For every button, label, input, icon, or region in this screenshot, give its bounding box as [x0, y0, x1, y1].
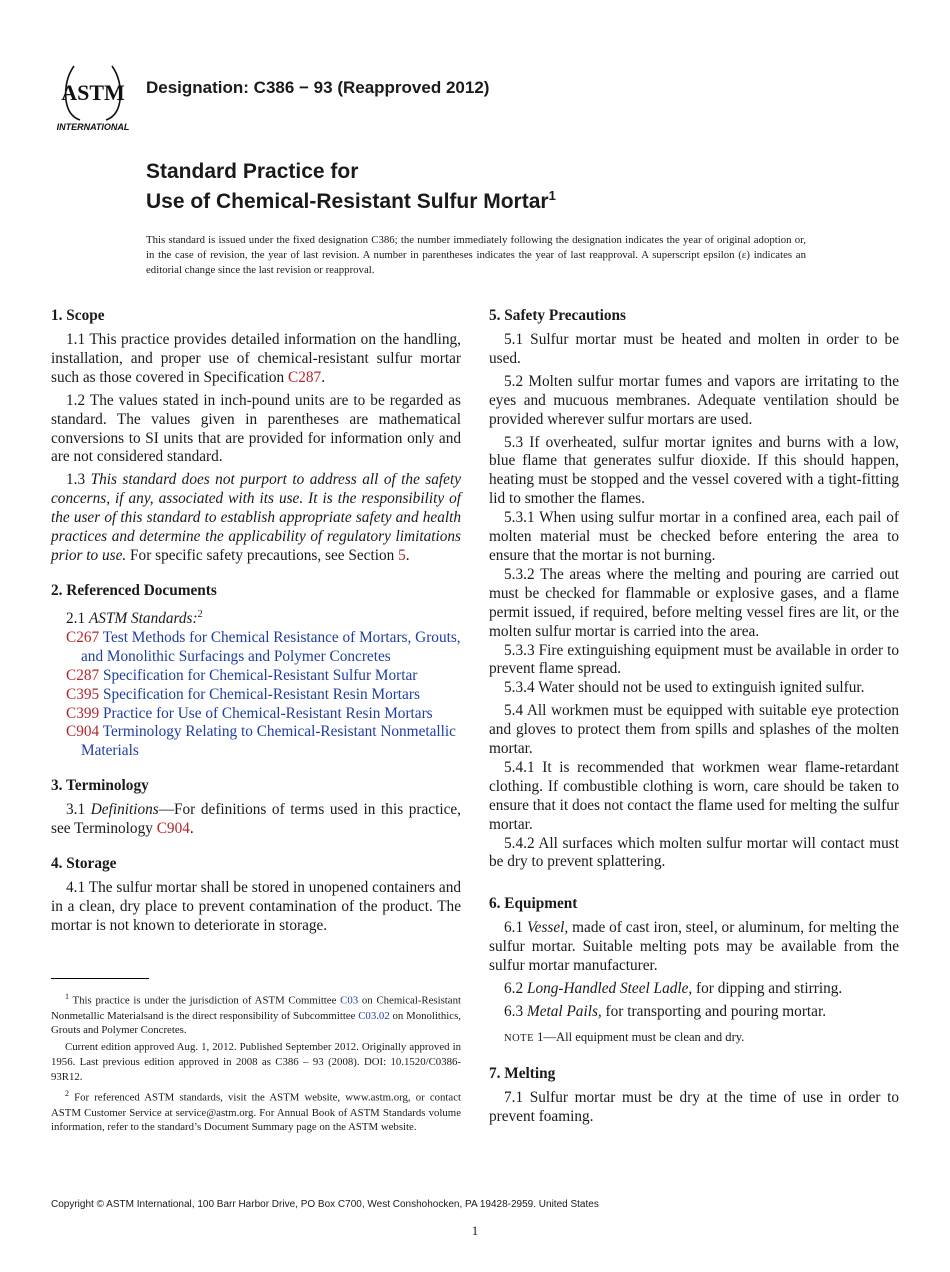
section-melting — [489, 1064, 899, 1127]
reference-item[interactable]: C287 Specification for Chemical-Resistant Sulfur Mortar — [66, 666, 418, 684]
copyright-notice: Copyright © ASTM International, 100 Barr Harbor Drive, PO Box C700, West Conshohocken, PA 19428-2959. United States — [51, 1199, 599, 1210]
paragraph-5-3-2: 5.3.2 The areas where the melting and pouring are carried out must be checked for flammable or explosive gases, and a flame permit issued, if required, before melting vessel fires are lit, or the molten sulfur mortar is carried into the area. — [489, 565, 899, 640]
paragraph-5-3-3: 5.3.3 Fire extinguishing equipment must be available in order to prevent flame spread. — [489, 641, 899, 678]
paragraph-1-1: 1.1 This practice provides detailed information on the handling, installation, and proper use of chemical-resistant sulfur mortar such as those covered in Specification C287. — [51, 331, 461, 386]
paragraph-7-1: 7.1 Sulfur mortar must be dry at the time of use in order to prevent foaming. — [489, 1088, 899, 1125]
document-title — [146, 160, 556, 214]
paragraph-2-1: 2.1 ASTM Standards:$^2$ — [66, 608, 203, 627]
reference-item[interactable]: C399 Practice for Use of Chemical-Resistant Resin Mortars — [66, 704, 433, 722]
paragraph-5-2: 5.2 Molten sulfur mortar fumes and vapors are irritating to the eyes and mucuous membranes. Adequate ventilation should be provided wherever sulfur mortars are used. — [489, 372, 899, 428]
section-heading: 1. Scope — [51, 307, 105, 324]
section-heading: 6. Equipment — [489, 895, 578, 913]
reference-item[interactable]: C904 Terminology Relating to Chemical-Resistant Nonmetallic Materials — [66, 723, 456, 760]
logo-subtext: INTERNATIONAL — [56, 122, 130, 132]
section-referenced-documents — [51, 581, 461, 761]
designation: Designation: C386 − 93 (Reapproved 2012) — [146, 78, 490, 97]
paragraph-6-3: 6.3 Metal Pails, for transporting and pouring mortar. — [504, 1003, 827, 1020]
ref-link-c904[interactable]: C904 — [156, 820, 190, 838]
paragraph-5-4: 5.4 All workmen must be equipped with suitable eye protection and gloves to protect them from spills and splashes of the molten mortar. — [489, 702, 899, 758]
section-equipment — [489, 894, 899, 1048]
reference-list — [51, 629, 461, 761]
logo-text: ASTM — [61, 80, 125, 105]
link-c03-02[interactable]: C03.02 — [358, 1009, 390, 1022]
paragraph-5-3-4: 5.3.4 Water should not be used to extinguish ignited sulfur. — [504, 679, 865, 697]
section-safety — [489, 306, 899, 872]
paragraph-5-1: 5.1 Sulfur mortar must be heated and molten in order to be used. — [489, 331, 899, 367]
left-column — [51, 306, 461, 951]
paragraph-1-2: 1.2 The values stated in inch-pound units are to be regarded as standard. The values given in parentheses are mathematical conversions to SI units that are provided for information only and are not considered standard. — [51, 391, 461, 466]
section-heading: 4. Storage — [51, 855, 117, 873]
paragraph-4-1: 4.1 The sulfur mortar shall be stored in unopened containers and in a clean, dry place to prevent contamination of the product. The mortar is not known to deteriorate in storage. — [51, 879, 461, 934]
issuance-note: This standard is issued under the fixed designation C386; the number immediately following the designation indicates the year of original adoption or, in the case of revision, the year of last revision. A number in parentheses indicates the year of last reapproval. A superscript epsilon (ε) indicates an editorial change since the last revision or reapproval. — [146, 234, 806, 276]
title-line-2: Use of Chemical-Resistant Sulfur Mortar — [146, 190, 549, 213]
section-heading: 3. Terminology — [51, 777, 149, 795]
right-column — [489, 306, 899, 1142]
paragraph-5-4-1: 5.4.1 It is recommended that workmen wear flame-retardant clothing. If combustible clothing is worn, care should be taken to ensure that it does not contact the flame used for melting the sulfur mortar. — [489, 758, 899, 833]
ref-link-c287[interactable]: C287 — [288, 368, 322, 386]
footnote-divider — [51, 978, 149, 979]
footnote-1: $^1$ This practice is under the jurisdiction of ASTM Committee C03 on Chemical-Resistant Nonmetallic Materialsand is the direct responsibility of Subcommittee C03.02 on Monolithics, Grouts and Polymer Concretes. — [51, 992, 461, 1037]
section-terminology — [51, 776, 461, 839]
footnote-2: $^2$ For referenced ASTM standards, visit the ASTM website, www.astm.org, or contact ASTM Customer Service at service@astm.org. For Annual Book of ASTM Standards volume information, refer to the standard’s Document Summary page on the ASTM website. — [51, 1089, 461, 1134]
section-heading: 7. Melting — [489, 1064, 556, 1082]
section-heading: 2. Referenced Documents — [51, 581, 217, 599]
paragraph-5-3: 5.3 If overheated, sulfur mortar ignites and burns with a low, blue flame that generates sulfur dioxide. If this should happen, heating must be stopped and the vessel covered with a tight-fitting lid to smother the flames. — [489, 433, 899, 508]
note-1: NOTE 1—All equipment must be clean and dry. — [504, 1029, 745, 1044]
paragraph-1-3: 1.3 This standard does not purport to address all of the safety concerns, if any, associated with its use. It is the responsibility of the user of this standard to establish appropriate safety and health practices and determine the applicability of regulatory limitations prior to use. For specific safety precautions, see Section 5. — [51, 471, 461, 564]
paragraph-6-2: 6.2 Long-Handled Steel Ladle, for dipping and stirring. — [504, 980, 843, 998]
reference-item[interactable]: C267 Test Methods for Chemical Resistance of Mortars, Grouts, and Monolithic Surfacings and Polymer Concretes — [66, 628, 461, 665]
link-c03[interactable]: C03 — [340, 994, 359, 1007]
section-scope — [51, 306, 461, 566]
section-storage — [51, 854, 461, 936]
section-heading: 5. Safety Precautions — [489, 307, 626, 324]
footnotes — [51, 990, 461, 1137]
page-number: 1 — [471, 1223, 479, 1238]
paragraph-6-1: 6.1 Vessel, made of cast iron, steel, or aluminum, for melting the sulfur mortar. Suitable melting pots may be available from the sulfur mortar manufacturer. — [489, 919, 899, 975]
paragraph-5-4-2: 5.4.2 All surfaces which molten sulfur mortar will contact must be dry to prevent splattering. — [489, 834, 899, 871]
reference-item[interactable]: C395 Specification for Chemical-Resistant Resin Mortars — [66, 685, 420, 703]
paragraph-3-1: 3.1 Definitions—For definitions of terms used in this practice, see Terminology C904. — [51, 801, 461, 838]
title-line-1: Standard Practice for — [146, 160, 359, 183]
paragraph-5-3-1: 5.3.1 When using sulfur mortar in a confined area, each pail of molten material must be checked before entering the area to ensure that the mortar is not burning. — [489, 509, 899, 564]
title-footnote-ref[interactable]: 1 — [548, 188, 556, 203]
footnote-1-edition: Current edition approved Aug. 1, 2012. Published September 2012. Originally approved in 1956. Last previous edition approved in 2008 as C386 – 93 (2008). DOI: 10.1520/C0386-93R12. — [51, 1041, 461, 1084]
astm-logo — [52, 60, 134, 132]
footnote-ref[interactable]: 2 — [197, 608, 203, 620]
ref-link-section-5[interactable]: 5 — [398, 546, 406, 564]
